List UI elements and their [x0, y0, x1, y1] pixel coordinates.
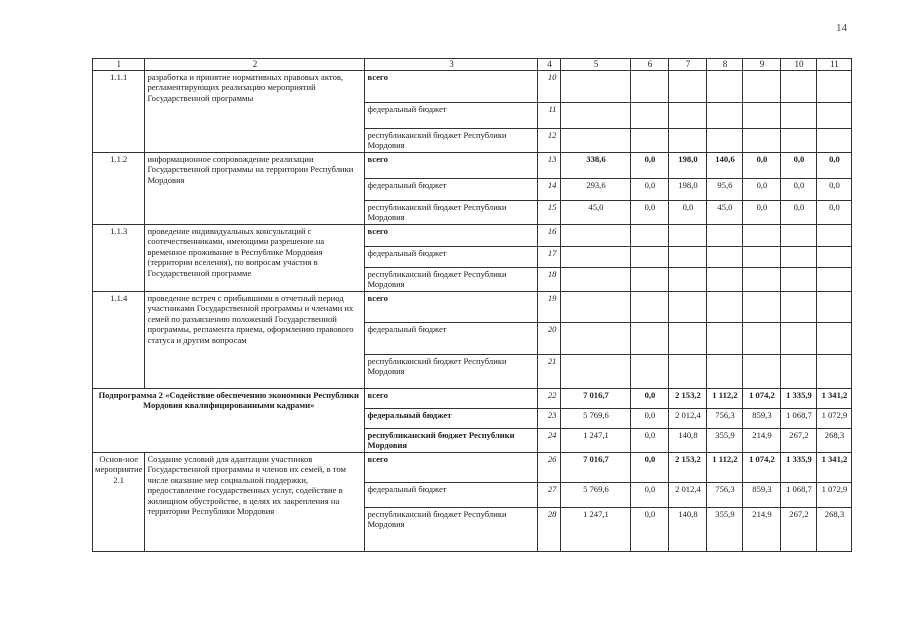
- table-row: [93, 291, 852, 322]
- row-number-cell: 21: [538, 354, 561, 388]
- value-cell: [631, 224, 669, 246]
- value-cell: 0,0: [781, 178, 817, 200]
- value-cell: [561, 291, 631, 322]
- value-cell: [707, 354, 743, 388]
- value-cell: [743, 291, 781, 322]
- row-number-cell: 18: [538, 267, 561, 291]
- value-cell: [707, 291, 743, 322]
- value-cell: 5 769,6: [561, 408, 631, 428]
- value-cell: 0,0: [631, 482, 669, 507]
- header-cell: 6: [631, 59, 669, 71]
- funding-source-cell: всего: [365, 291, 538, 322]
- value-cell: [631, 291, 669, 322]
- funding-source-cell: федеральный бюджет: [365, 482, 538, 507]
- value-cell: [669, 224, 707, 246]
- table-row: [93, 70, 852, 102]
- row-number-cell: 27: [538, 482, 561, 507]
- value-cell: [561, 102, 631, 128]
- value-cell: 140,8: [669, 507, 707, 551]
- value-cell: 338,6: [561, 152, 631, 178]
- column-number-header: [93, 59, 852, 71]
- row-number-cell: 26: [538, 452, 561, 482]
- value-cell: 95,6: [707, 178, 743, 200]
- value-cell: 140,6: [707, 152, 743, 178]
- value-cell: 756,3: [707, 482, 743, 507]
- header-cell: 3: [365, 59, 538, 71]
- value-cell: 268,3: [817, 507, 852, 551]
- funding-source-cell: всего: [365, 70, 538, 102]
- value-cell: 1 247,1: [561, 507, 631, 551]
- value-cell: [817, 291, 852, 322]
- table-row: [93, 224, 852, 246]
- value-cell: [743, 102, 781, 128]
- value-cell: 0,0: [669, 200, 707, 224]
- value-cell: 0,0: [631, 408, 669, 428]
- value-cell: [561, 224, 631, 246]
- header-cell: 2: [145, 59, 365, 71]
- value-cell: [669, 354, 707, 388]
- value-cell: [669, 102, 707, 128]
- row-number-cell: 20: [538, 322, 561, 354]
- row-number-cell: 23: [538, 408, 561, 428]
- value-cell: [707, 246, 743, 267]
- value-cell: [561, 354, 631, 388]
- value-cell: 198,0: [669, 178, 707, 200]
- item-code-cell: 1.1.4: [93, 291, 145, 388]
- funding-source-cell: всего: [365, 388, 538, 408]
- funding-source-cell: республиканский бюджет Республики Мордовия: [365, 354, 538, 388]
- value-cell: [781, 291, 817, 322]
- value-cell: 198,0: [669, 152, 707, 178]
- value-cell: 1 112,2: [707, 388, 743, 408]
- value-cell: 1 335,9: [781, 452, 817, 482]
- row-number-cell: 22: [538, 388, 561, 408]
- value-cell: 0,0: [817, 152, 852, 178]
- value-cell: [743, 128, 781, 152]
- value-cell: [631, 267, 669, 291]
- value-cell: [743, 246, 781, 267]
- funding-source-cell: республиканский бюджет Республики Мордовия: [365, 267, 538, 291]
- value-cell: [631, 70, 669, 102]
- row-number-cell: 17: [538, 246, 561, 267]
- value-cell: 355,9: [707, 507, 743, 551]
- value-cell: [817, 128, 852, 152]
- budget-table: [92, 58, 852, 552]
- value-cell: [561, 267, 631, 291]
- value-cell: 0,0: [631, 452, 669, 482]
- value-cell: [781, 102, 817, 128]
- value-cell: 0,0: [631, 388, 669, 408]
- value-cell: 0,0: [781, 200, 817, 224]
- row-number-cell: 28: [538, 507, 561, 551]
- value-cell: 1 074,2: [743, 388, 781, 408]
- funding-source-cell: федеральный бюджет: [365, 408, 538, 428]
- value-cell: 2 153,2: [669, 452, 707, 482]
- value-cell: 0,0: [631, 507, 669, 551]
- funding-source-cell: республиканский бюджет Республики Мордовия: [365, 507, 538, 551]
- value-cell: 0,0: [817, 178, 852, 200]
- value-cell: 267,2: [781, 507, 817, 551]
- value-cell: [561, 70, 631, 102]
- value-cell: [781, 128, 817, 152]
- item-code-cell: 1.1.2: [93, 152, 145, 224]
- value-cell: 2 012,4: [669, 482, 707, 507]
- value-cell: [669, 128, 707, 152]
- value-cell: [631, 102, 669, 128]
- table-row: [93, 152, 852, 178]
- value-cell: [707, 128, 743, 152]
- row-number-cell: 10: [538, 70, 561, 102]
- value-cell: 0,0: [743, 152, 781, 178]
- value-cell: [631, 354, 669, 388]
- value-cell: 214,9: [743, 428, 781, 452]
- value-cell: 7 016,7: [561, 452, 631, 482]
- value-cell: 2 153,2: [669, 388, 707, 408]
- value-cell: 1 341,2: [817, 452, 852, 482]
- header-cell: 5: [561, 59, 631, 71]
- value-cell: 756,3: [707, 408, 743, 428]
- row-number-cell: 15: [538, 200, 561, 224]
- funding-source-cell: республиканский бюджет Республики Мордовия: [365, 128, 538, 152]
- value-cell: 859,3: [743, 408, 781, 428]
- value-cell: 293,6: [561, 178, 631, 200]
- header-cell: 4: [538, 59, 561, 71]
- funding-source-cell: республиканский бюджет Республики Мордовия: [365, 200, 538, 224]
- value-cell: 267,2: [781, 428, 817, 452]
- measure-code-cell: Основ-ное мероприятие 2.1: [93, 452, 145, 551]
- measure-name-cell: Создание условий для адаптации участников Государственной программы и членов их семей, в том числе оказание мер социальной поддержки, предоставление государственных услуг, содействие в жилищном обустройстве, в целях их закрепления на территории Республики Мордовия: [145, 452, 365, 551]
- value-cell: 859,3: [743, 482, 781, 507]
- value-cell: [669, 246, 707, 267]
- row-number-cell: 13: [538, 152, 561, 178]
- value-cell: [669, 267, 707, 291]
- value-cell: [707, 224, 743, 246]
- value-cell: 0,0: [743, 178, 781, 200]
- value-cell: [707, 70, 743, 102]
- value-cell: [669, 70, 707, 102]
- item-code-cell: 1.1.1: [93, 70, 145, 152]
- value-cell: [631, 322, 669, 354]
- header-cell: 10: [781, 59, 817, 71]
- value-cell: [817, 70, 852, 102]
- value-cell: 1 068,7: [781, 408, 817, 428]
- value-cell: 2 012,4: [669, 408, 707, 428]
- value-cell: [561, 246, 631, 267]
- value-cell: [561, 322, 631, 354]
- value-cell: 0,0: [781, 152, 817, 178]
- value-cell: [817, 322, 852, 354]
- funding-source-cell: республиканский бюджет Республики Мордовия: [365, 428, 538, 452]
- value-cell: 0,0: [631, 152, 669, 178]
- value-cell: [817, 246, 852, 267]
- value-cell: [631, 128, 669, 152]
- funding-source-cell: всего: [365, 452, 538, 482]
- value-cell: [817, 102, 852, 128]
- item-code-cell: 1.1.3: [93, 224, 145, 291]
- subprogram-name-cell: Подпрограмма 2 «Содействие обеспечению экономики Республики Мордовия квалифицированными кадрами»: [93, 388, 365, 452]
- value-cell: [817, 224, 852, 246]
- funding-source-cell: всего: [365, 152, 538, 178]
- value-cell: 1 072,9: [817, 482, 852, 507]
- table-row: [93, 388, 852, 408]
- value-cell: [781, 246, 817, 267]
- value-cell: [707, 322, 743, 354]
- value-cell: [743, 354, 781, 388]
- value-cell: 0,0: [631, 200, 669, 224]
- value-cell: [781, 267, 817, 291]
- funding-source-cell: федеральный бюджет: [365, 178, 538, 200]
- value-cell: 0,0: [631, 428, 669, 452]
- value-cell: 0,0: [743, 200, 781, 224]
- value-cell: 1 072,9: [817, 408, 852, 428]
- value-cell: [707, 267, 743, 291]
- value-cell: [817, 267, 852, 291]
- value-cell: 1 112,2: [707, 452, 743, 482]
- value-cell: 7 016,7: [561, 388, 631, 408]
- value-cell: 0,0: [631, 178, 669, 200]
- value-cell: 5 769,6: [561, 482, 631, 507]
- funding-source-cell: федеральный бюджет: [365, 246, 538, 267]
- value-cell: [561, 128, 631, 152]
- value-cell: [669, 291, 707, 322]
- value-cell: [743, 322, 781, 354]
- value-cell: [781, 224, 817, 246]
- value-cell: [781, 70, 817, 102]
- row-number-cell: 11: [538, 102, 561, 128]
- row-number-cell: 24: [538, 428, 561, 452]
- item-name-cell: проведение встреч с прибывшими в отчетный период участниками Государственной программы и членами их семей по разъяснению положений Государственной программы, регламента приема, оформлению правового статуса и другим вопросам: [145, 291, 365, 388]
- value-cell: [781, 322, 817, 354]
- table-row: [93, 452, 852, 482]
- row-number-cell: 19: [538, 291, 561, 322]
- value-cell: 45,0: [561, 200, 631, 224]
- value-cell: 140,8: [669, 428, 707, 452]
- row-number-cell: 14: [538, 178, 561, 200]
- value-cell: 1 335,9: [781, 388, 817, 408]
- item-name-cell: проведение индивидуальных консультаций с соотечественниками, имеющими разрешение на временное проживание в Республике Мордовия (территории вселения), по вопросам участия в Государственной программе: [145, 224, 365, 291]
- value-cell: [631, 246, 669, 267]
- value-cell: 1 247,1: [561, 428, 631, 452]
- value-cell: 0,0: [817, 200, 852, 224]
- value-cell: 45,0: [707, 200, 743, 224]
- item-name-cell: разработка и принятие нормативных правовых актов, регламентирующих реализацию мероприятий Государственной программы: [145, 70, 365, 152]
- value-cell: [707, 102, 743, 128]
- value-cell: [743, 70, 781, 102]
- row-number-cell: 16: [538, 224, 561, 246]
- item-name-cell: информационное сопровождение реализации Государственной программы на территории Республики Мордовия: [145, 152, 365, 224]
- page-number: 14: [836, 22, 847, 34]
- value-cell: [669, 322, 707, 354]
- funding-source-cell: федеральный бюджет: [365, 102, 538, 128]
- header-cell: 1: [93, 59, 145, 71]
- value-cell: 1 074,2: [743, 452, 781, 482]
- value-cell: [781, 354, 817, 388]
- header-cell: 11: [817, 59, 852, 71]
- row-number-cell: 12: [538, 128, 561, 152]
- funding-source-cell: всего: [365, 224, 538, 246]
- header-cell: 7: [669, 59, 707, 71]
- value-cell: [817, 354, 852, 388]
- header-cell: 9: [743, 59, 781, 71]
- value-cell: 214,9: [743, 507, 781, 551]
- table-body: [93, 59, 852, 552]
- funding-source-cell: федеральный бюджет: [365, 322, 538, 354]
- value-cell: [743, 267, 781, 291]
- value-cell: 1 341,2: [817, 388, 852, 408]
- value-cell: [743, 224, 781, 246]
- value-cell: 1 068,7: [781, 482, 817, 507]
- value-cell: 268,3: [817, 428, 852, 452]
- header-cell: 8: [707, 59, 743, 71]
- value-cell: 355,9: [707, 428, 743, 452]
